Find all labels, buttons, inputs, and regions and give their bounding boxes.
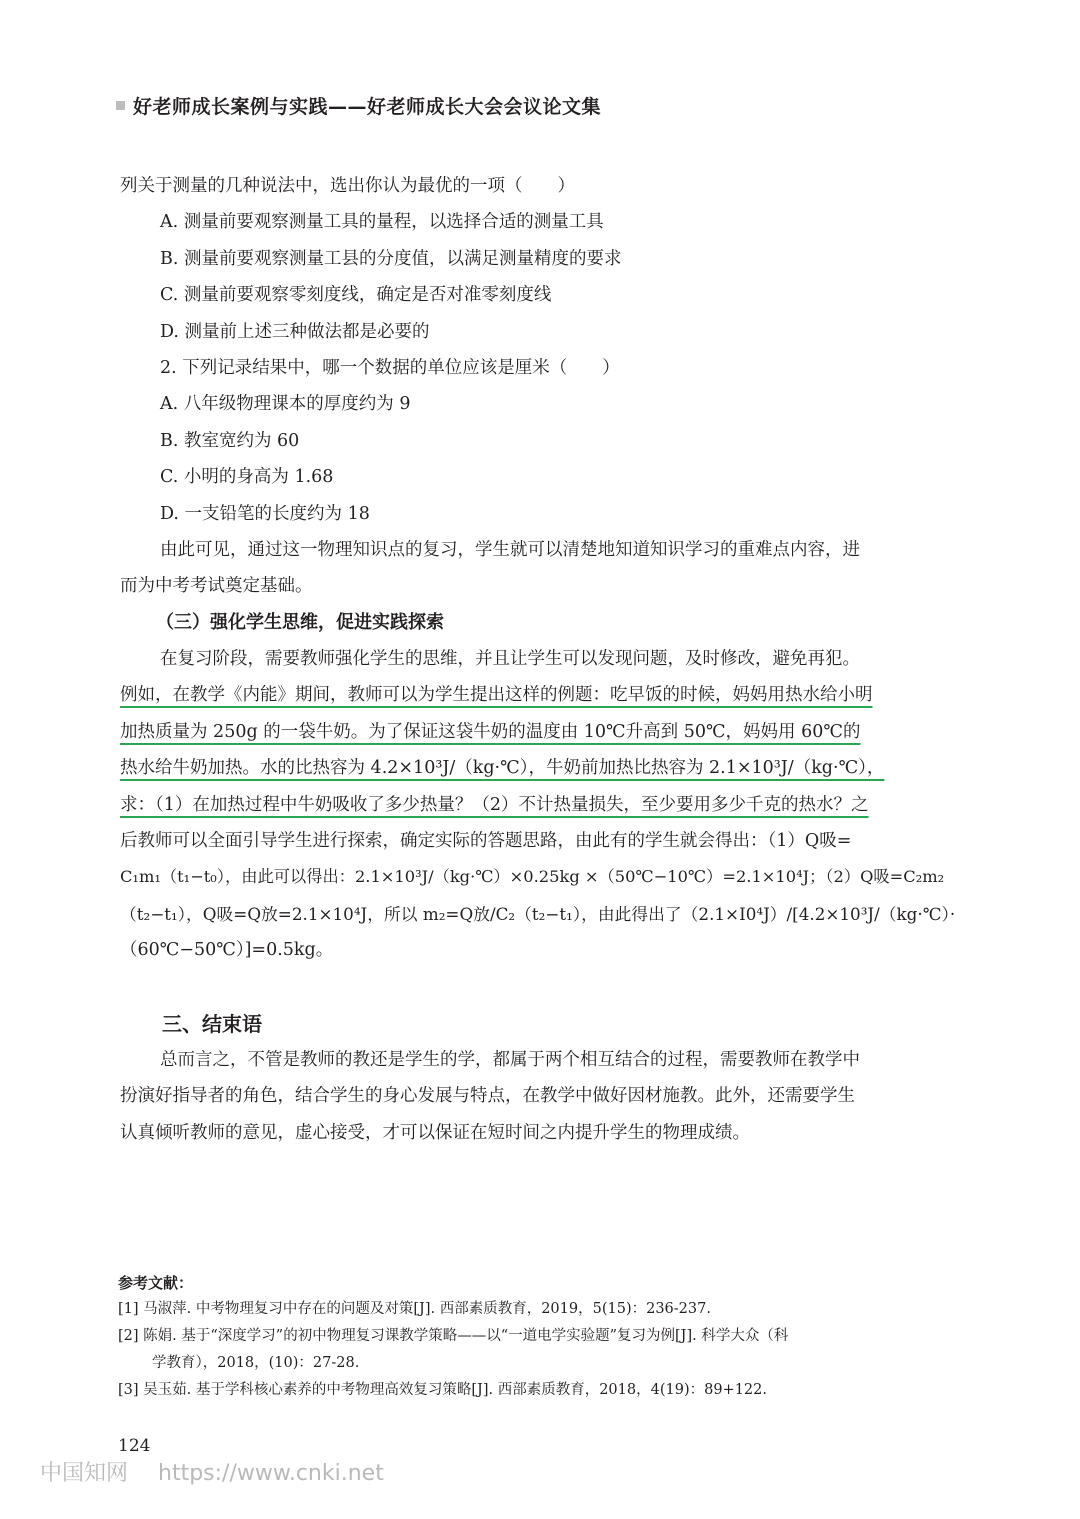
reference-item: [1] 马淑萍. 中考物理复习中存在的问题及对策[J]. 西部素质教育，2019，5(15)：236-237. xyxy=(118,1301,711,1317)
option-line: A. 八年级物理课本的厚度约为 9 xyxy=(160,394,411,415)
option-line: C. 测量前要观察零刻度线，确定是否对准零刻度线 xyxy=(160,285,552,306)
reference-item: [2] 陈娟. 基于“深度学习”的初中物理复习课教学策略——以“一道电学实验题”复习为例[J]. 科学大众（科 xyxy=(118,1328,789,1344)
paragraph-line: 在复习阶段，需要教师强化学生的思维，并且让学生可以发现问题，及时修改，避免再犯。 xyxy=(160,649,860,670)
formula-line: （60℃−50℃）]=0.5kg。 xyxy=(120,940,334,961)
option-line: A. 测量前要观察测量工具的量程，以选择合适的测量工具 xyxy=(160,212,604,233)
subheading: （三）强化学生思维，促进实践探索 xyxy=(156,611,444,633)
header-title: 好老师成长案例与实践——好老师成长大会会议论文集 xyxy=(133,96,602,118)
option-line: D. 测量前上述三种做法都是必要的 xyxy=(160,321,430,342)
formula-line: 后教师可以全面引导学生进行探索，确定实际的答题思路，由此有的学生就会得出：（1）Q吸= xyxy=(120,831,852,852)
formula-line: C₁m₁（t₁−t₀），由此可以得出：2.1×10³J/（kg·℃）×0.25kg ×（50℃−10℃）=2.1×10⁴J；（2）Q吸=C₂m₂ xyxy=(120,867,945,887)
conclusion xyxy=(120,1042,956,1151)
highlighted-line: 加热质量为 250g 的一袋牛奶。为了保证这袋牛奶的温度由 10℃升高到 50℃，妈妈用 60℃的 xyxy=(120,721,861,742)
highlighted-line: 求：（1）在加热过程中牛奶吸收了多少热量？（2）不计热量损失，至少要用多少千克的热水？之 xyxy=(120,794,869,815)
reference-item: [3] 吴玉茹. 基于学科核心素养的中考物理高效复习策略[J]. 西部素质教育，2018，4(19)：89+122. xyxy=(118,1382,767,1398)
text-line: 列关于测量的几种说法中，选出你认为最优的一项（ ） xyxy=(120,176,575,196)
references-title: 参考文献： xyxy=(118,1274,194,1292)
paragraph-line: 而为中考考试奠定基础。 xyxy=(120,576,313,597)
paragraph-line: 扮演好指导者的角色，结合学生的身心发展与特点，在教学中做好因材施教。此外，还需要学生 xyxy=(120,1086,855,1107)
references-list xyxy=(118,1296,958,1404)
option-line: B. 测量前要观察测量工县的分度值，以满足测量精度的要求 xyxy=(160,248,622,269)
highlighted-line: 热水给牛奶加热。水的比热容为 4.2×10³J/（kg·℃），牛奶前加热比热容为 2.1×10³J/（kg·℃）， xyxy=(120,758,885,779)
question-block xyxy=(120,168,956,969)
paragraph-line: 认真倾听教师的意见，虚心接受，才可以保证在短时间之内提升学生的物理成绩。 xyxy=(120,1122,750,1143)
header-bullet-icon xyxy=(116,101,125,110)
watermark-brand: 中国知网 xyxy=(40,1461,129,1486)
watermark xyxy=(40,1456,384,1487)
running-header xyxy=(116,92,601,119)
option-line: B. 教室宽约为 60 xyxy=(160,430,300,451)
option-line: D. 一支铅笔的长度约为 18 xyxy=(160,503,370,524)
option-line: C. 小明的身高为 1.68 xyxy=(160,467,334,488)
question-line: 2. 下列记录结果中，哪一个数据的单位应该是厘米（ ） xyxy=(160,357,620,378)
paragraph-line: 总而言之，不管是教师的教还是学生的学，都属于两个相互结合的过程，需要教师在教学中 xyxy=(160,1050,860,1070)
section-heading: 三、结束语 xyxy=(162,1012,262,1036)
highlighted-line: 例如，在教学《内能》期间，教师可以为学生提出这样的例题：吃早饭的时候，妈妈用热水给小明 xyxy=(120,685,873,706)
formula-line: （t₂−t₁），Q吸=Q放=2.1×10⁴J，所以 m₂=Q放/C₂（t₂−t₁），由此得出了（2.1×I0⁴J）/[4.2×10³J/（kg·℃）· xyxy=(120,903,956,924)
page-number: 124 xyxy=(118,1436,151,1456)
paragraph-line: 由此可见，通过这一物理知识点的复习，学生就可以清楚地知道知识学习的重难点内容，进 xyxy=(160,539,860,560)
watermark-url: https://www.cnki.net xyxy=(158,1461,384,1486)
reference-item-continued: 学教育），2018，(10)：27-28. xyxy=(152,1355,360,1371)
